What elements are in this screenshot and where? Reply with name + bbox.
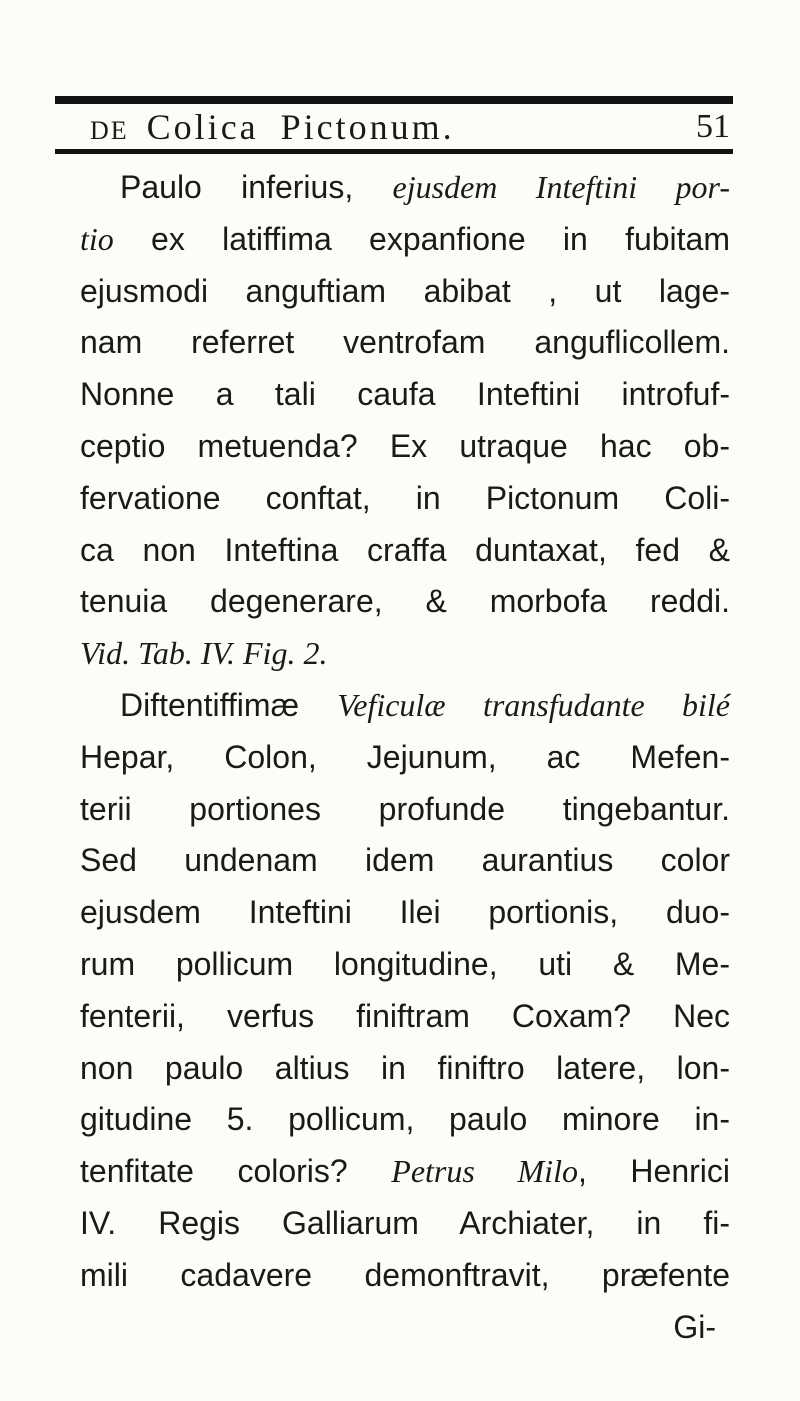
text-line (80, 732, 730, 784)
text-segment: tenuia degenerare, & morbofa reddi. (80, 583, 730, 620)
text-segment: ejusdem Inteftini Ilei portionis, duo- (80, 894, 730, 931)
body-text (80, 162, 730, 1353)
text-line (80, 473, 730, 525)
text-line (80, 887, 730, 939)
text-line (80, 1094, 730, 1146)
text-segment: ca non Inteftina craffa duntaxat, fed & (80, 531, 730, 568)
text-line (80, 1198, 730, 1250)
text-segment: mili cadavere demonftravit, præfente (80, 1256, 730, 1293)
text-line (80, 1250, 730, 1302)
text-segment: Paulo inferius, (120, 169, 393, 205)
text-segment: IV. Regis Galliarum Archiater, in fi- (80, 1204, 730, 1241)
italic-text: ejusdem Inteftini por- (392, 169, 730, 205)
text-segment: , Henrici (577, 1153, 730, 1190)
text-line (80, 1146, 730, 1198)
italic-text: Veficulæ transfudante bilé (337, 686, 731, 723)
text-line (80, 1043, 730, 1095)
text-segment: ex latiffima expanfione in fubitam (113, 220, 730, 257)
italic-text: Petrus Milo (391, 1153, 578, 1190)
running-head-pictonum: Pictonum. (280, 107, 455, 147)
text-segment: Hepar, Colon, Jejunum, ac Mefen- (80, 738, 730, 775)
text-line (80, 317, 730, 369)
text-segment: tenfitate coloris? (80, 1153, 392, 1190)
text-segment: Sed undenam idem aurantius color (80, 842, 730, 879)
text-line (80, 525, 730, 577)
text-line (80, 628, 730, 680)
text-line (80, 369, 730, 421)
text-segment: Diftentiffimæ (120, 686, 338, 723)
italic-text: Vid. Tab. IV. Fig. 2. (80, 635, 328, 672)
text-segment: gitudine 5. pollicum, paulo minore in- (80, 1101, 730, 1138)
running-head-colica: Colica (146, 107, 259, 147)
text-line (80, 214, 730, 266)
text-line (80, 421, 730, 473)
text-line (80, 162, 730, 214)
text-line (80, 835, 730, 887)
text-segment: ejusmodi anguftiam abibat , ut lage- (80, 272, 730, 309)
running-head (90, 102, 730, 152)
text-segment: fervatione conftat, in Pictonum Coli- (80, 479, 730, 516)
text-segment: terii portiones profunde tingebantur. (80, 790, 730, 827)
text-line (80, 266, 730, 318)
text-segment: nam referret ventrofam anguflicollem. (80, 324, 730, 361)
text-segment: fenterii, verfus finiftram Coxam? Nec (80, 997, 730, 1034)
text-segment: Gi- (673, 1308, 716, 1345)
text-line (80, 939, 730, 991)
header-rule-bottom (55, 149, 733, 154)
page-number: 51 (696, 108, 730, 145)
text-line (80, 576, 730, 628)
text-segment: rum pollicum longitudine, uti & Me- (80, 945, 730, 982)
text-line (80, 680, 730, 732)
text-segment: Nonne a tali caufa Inteftini introfuf- (80, 376, 730, 413)
text-segment: non paulo altius in finiftro latere, lon- (80, 1049, 730, 1086)
italic-text: tio (80, 220, 114, 257)
catchword-line (80, 1302, 730, 1354)
running-head-de: DE (90, 116, 129, 145)
text-segment: ceptio metuenda? Ex utraque hac ob- (80, 427, 730, 464)
text-line (80, 784, 730, 836)
text-line (80, 991, 730, 1043)
